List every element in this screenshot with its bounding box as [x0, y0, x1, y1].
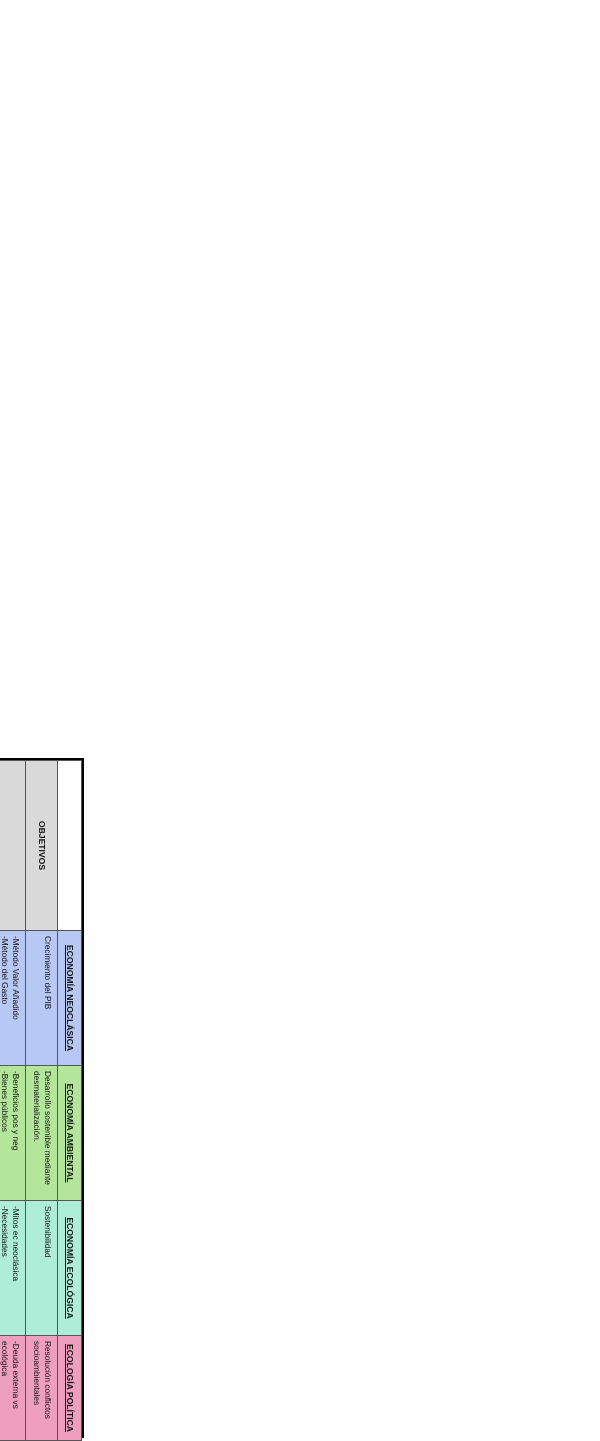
cell-line: Crecimiento del PIB [43, 936, 53, 1010]
header-economia-ecologica: ECONOMÍA ECOLÓGICA [58, 1201, 82, 1336]
table-row [0, 761, 25, 1441]
table-cell [25, 1336, 57, 1441]
cell-line: Desarrollo sostenible mediante [43, 1071, 53, 1185]
header-corner [58, 761, 82, 931]
table-cell [0, 931, 25, 1066]
cell-line: desmaterialización. [32, 1071, 43, 1143]
cell-line: -Beneficios pos y neg [10, 1071, 21, 1151]
cell-line: Resolución conflictos [43, 1341, 53, 1419]
cell-line: -Deuda externa vs ecológica [0, 1341, 21, 1409]
header-economia-neoclasica: ECONOMÍA NEOCLÁSICA [58, 931, 82, 1066]
row-label: OBJETIVOS [25, 761, 57, 931]
header-ecologia-politica: ECOLOGÍA POLÍTICA [58, 1336, 82, 1441]
row-label [0, 761, 25, 931]
comparison-table-page [0, 758, 84, 1438]
cell-line: -Método del Gasto [0, 936, 11, 1005]
table-cell [0, 1066, 25, 1201]
table-cell [25, 931, 57, 1066]
header-economia-ambiental: ECONOMÍA AMBIENTAL [58, 1066, 82, 1201]
cell-line: -Mitos ec neoclásica [10, 1206, 21, 1282]
table-row [25, 761, 57, 1441]
cell-line: -Método Valor Añadido [10, 936, 21, 1020]
header-row [58, 761, 82, 1441]
table-cell [25, 1066, 57, 1201]
table-cell [0, 1201, 25, 1336]
cell-line: -Bienes públicos [0, 1071, 11, 1132]
cell-line: Sostenibilidad [43, 1206, 53, 1258]
economics-comparison-table [0, 760, 82, 1441]
table-cell [25, 1201, 57, 1336]
table-cell [0, 1336, 25, 1441]
cell-line: -Necesidades [0, 1206, 11, 1257]
cell-line: socioambientales [32, 1341, 43, 1406]
